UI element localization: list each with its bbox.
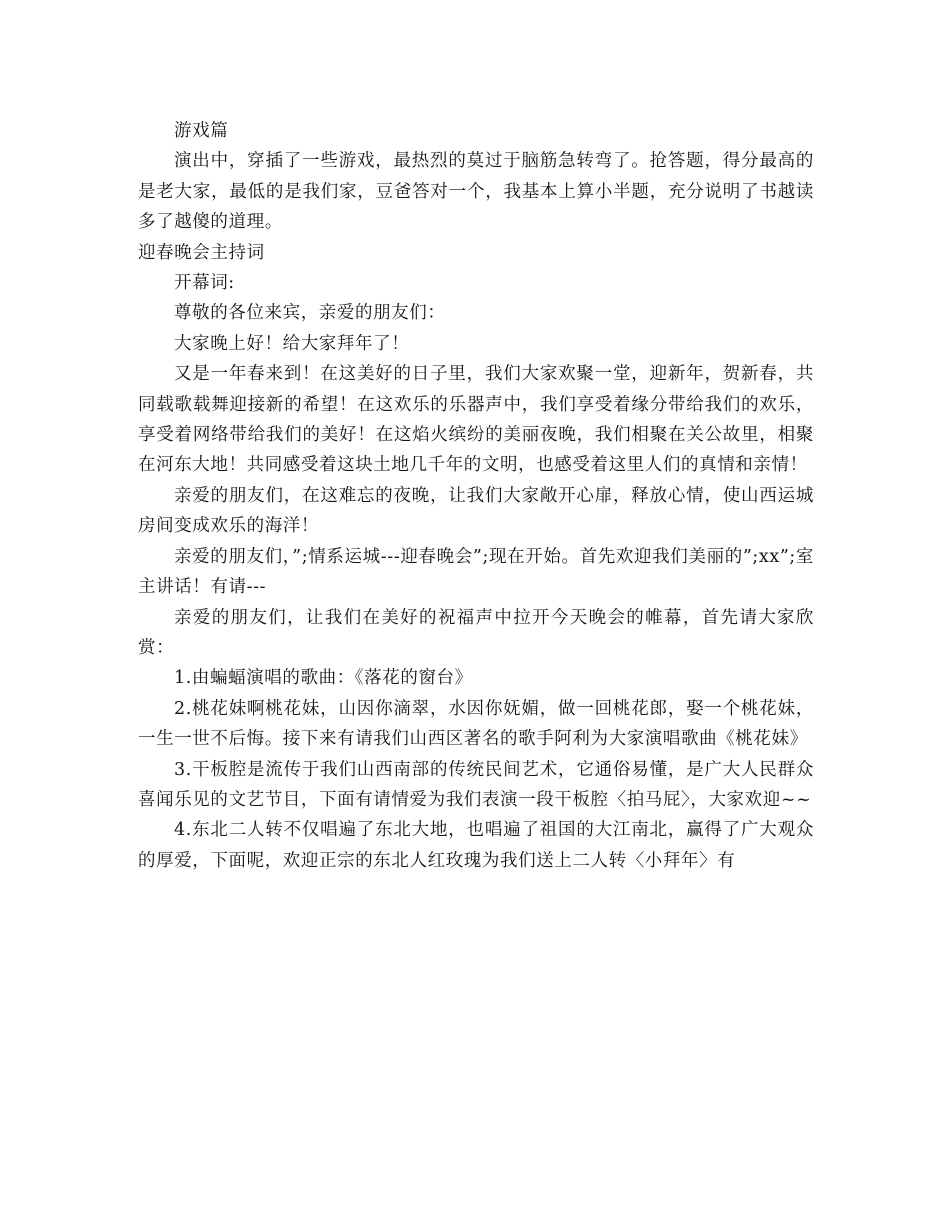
paragraph-spring-intro: 又是一年春来到！在这美好的日子里，我们大家欢聚一堂，迎新年，贺新春，共同载歌载舞迎接新的希望！在这欢乐的乐器声中，我们享受着缘分带给我们的欢乐，享受着网络带给我们的美好！在这焰火缤纷的美丽夜晚，我们相聚在关公故里，相聚在河东大地！共同感受着这块土地几千年的文明，也感受着这里人们的真情和亲情！ [138, 364, 814, 476]
paragraph-gala-start: 亲爱的朋友们，”;情系运城---迎春晚会”;现在开始。首先欢迎我们美丽的”;xx”;室主讲话！有请--- [138, 546, 814, 598]
program-item-1: 1.由蝙蝠演唱的歌曲：《落花的窗台》 [174, 668, 473, 689]
paragraph-new-year-greeting: 大家晚上好！给大家拜年了！ [174, 333, 410, 354]
paragraph-greeting-guests: 尊敬的各位来宾，亲爱的朋友们： [174, 303, 446, 324]
paragraph-opening-label: 开幕词: [174, 273, 235, 294]
document-body [138, 116, 814, 876]
program-item-4: 4.东北二人转不仅唱遍了东北大地，也唱遍了祖国的大江南北，赢得了广大观众的厚爱，下面呢，欢迎正宗的东北人红玫瑰为我们送上二人转〈小拜年〉有 [138, 820, 814, 871]
paragraph-game-description: 演出中，穿插了一些游戏，最热烈的莫过于脑筋急转弯了。抢答题，得分最高的是老大家，最低的是我们家，豆爸答对一个，我基本上算小半题，充分说明了书越读多了越傻的道理。 [138, 151, 814, 233]
paragraph-curtain-open: 亲爱的朋友们，让我们在美好的祝福声中拉开今天晚会的帷幕，首先请大家欣赏： [138, 607, 814, 658]
section-title-host-script: 迎春晚会主持词 [138, 242, 265, 263]
program-item-3: 3.干板腔是流传于我们山西南部的传统民间艺术，它通俗易懂，是广大人民群众喜闻乐见的文艺节目，下面有请情爱为我们表演一段干板腔〈拍马屁〉，大家欢迎~~ [138, 759, 814, 810]
paragraph-game-section-heading: 游戏篇 [174, 121, 229, 141]
program-item-2: 2.桃花妹啊桃花妹，山因你滴翠，水因你妩媚，做一回桃花郎，娶一个桃花妹，一生一世不后悔。接下来有请我们山西区著名的歌手阿利为大家演唱歌曲《桃花妹》 [138, 698, 814, 750]
paragraph-open-hearts: 亲爱的朋友们，在这难忘的夜晚，让我们大家敞开心扉，释放心情，使山西运城房间变成欢乐的海洋！ [138, 485, 814, 537]
